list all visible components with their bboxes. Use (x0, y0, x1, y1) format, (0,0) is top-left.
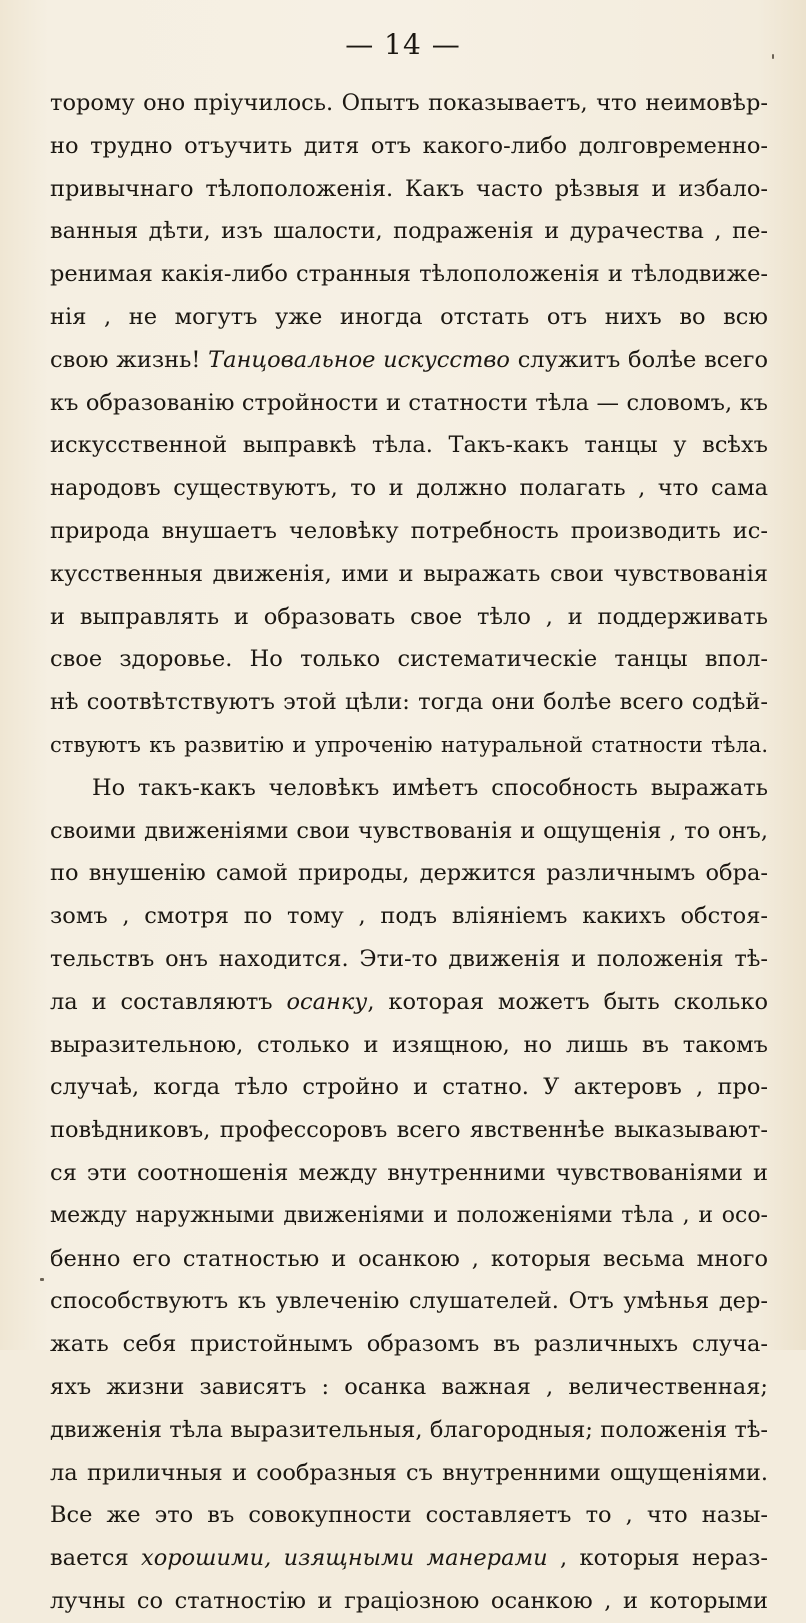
text-segment: своими движеніями свои чувствованія и ощущенія , то онъ, (50, 817, 768, 844)
text-line (50, 895, 768, 938)
text-segment: ся эти соотношенія между внутренними чувствованіями и (50, 1159, 768, 1186)
text-line (50, 1152, 768, 1195)
text-line (50, 596, 768, 639)
text-line (50, 510, 768, 553)
text-segment: ла и составляютъ (50, 988, 287, 1015)
text-line (50, 981, 768, 1024)
text-line (50, 1066, 768, 1109)
text-segment: и выправлять и образовать свое тѣло , и поддерживать (50, 603, 768, 630)
text-line (50, 253, 768, 296)
text-line (50, 168, 768, 211)
text-segment: Все же это въ совокупности составляетъ то , что назы- (50, 1502, 768, 1529)
text-segment: по внушенію самой природы, держится различнымъ обра- (50, 860, 768, 887)
text-segment: но трудно отъучить дитя отъ какого-либо долговременно- (50, 132, 768, 159)
text-segment: торому оно пріучилось. Опытъ показываетъ, что неимовѣр- (50, 90, 768, 116)
text-line (50, 553, 768, 596)
text-line (50, 1366, 768, 1409)
text-line (50, 296, 768, 339)
text-segment: выразительною, столько и изящною, но лишь въ такомъ (50, 1031, 768, 1058)
italic-phrase: Танцовальное искусство (208, 346, 510, 373)
text-line (50, 1195, 768, 1238)
text-segment: кусственныя движенія, ими и выражать свои чувствованія (50, 560, 768, 587)
text-segment: жать себя пристойнымъ образомъ въ различныхъ случа- (50, 1331, 768, 1358)
page-number: — 14 — (345, 28, 461, 61)
text-segment: бенно его статностью и осанкою , которыя весьма много (50, 1245, 768, 1272)
text-line (50, 1452, 768, 1495)
text-segment: между наружными движеніями и положеніями тѣла , и осо- (50, 1202, 768, 1228)
text-line (50, 82, 768, 125)
text-line (50, 1109, 768, 1152)
text-line (50, 638, 768, 681)
text-line (50, 1494, 768, 1537)
text-segment: повѣдниковъ, профессоровъ всего явственнѣе выказывают- (50, 1117, 768, 1144)
text-segment: народовъ существуютъ, то и должно полагать , что сама (50, 475, 768, 502)
text-line (50, 767, 768, 810)
text-segment: лучны со статностію и граціозною осанкою , и которыми (50, 1587, 768, 1614)
text-segment: , которая можетъ быть сколько (367, 988, 768, 1015)
text-segment: движенія тѣла выразительныя, благородныя; положенія тѣ- (50, 1416, 768, 1443)
text-line (50, 382, 768, 425)
text-segment: ванныя дѣти, изъ шалости, подраженія и дурачества , пе- (50, 218, 768, 245)
text-segment: вается (50, 1545, 141, 1572)
text-segment: тельствъ онъ находится. Эти-то движенія и положенія тѣ- (50, 945, 768, 972)
text-line (50, 1238, 768, 1281)
text-segment: свою жизнь! (50, 346, 209, 373)
text-segment: Но такъ-какъ человѣкъ имѣетъ способность выражать (92, 774, 768, 801)
text-line (50, 210, 768, 253)
text-line (50, 1323, 768, 1366)
text-line (50, 467, 768, 510)
text-line (50, 424, 768, 467)
italic-phrase: осанку (286, 988, 368, 1015)
italic-phrase: хорошими, изящными манерами (141, 1545, 548, 1572)
text-segment: случаѣ, когда тѣло стройно и статно. У актеровъ , про- (50, 1074, 768, 1101)
text-segment: нія , не могутъ уже иногда отстать отъ нихъ во всю (50, 303, 768, 330)
text-line (50, 1280, 768, 1323)
text-line (50, 1024, 768, 1067)
text-segment: способствуютъ къ увлеченію слушателей. Отъ умѣнья дер- (50, 1288, 768, 1315)
text-segment: ствуютъ къ развитію и упроченію натуральной статности тѣла. (50, 732, 768, 757)
text-segment: , которыя нераз- (547, 1545, 768, 1572)
text-segment: ла приличныя и сообразныя съ внутренними ощущеніями. (50, 1459, 768, 1486)
text-line (50, 852, 768, 895)
text-line (50, 681, 768, 724)
text-line (50, 339, 768, 382)
text-segment: яхъ жизни зависятъ : осанка важная , величественная; (50, 1373, 768, 1400)
text-segment: природа внушаетъ человѣку потребность производить ис- (50, 517, 768, 544)
text-line (50, 1409, 768, 1452)
text-segment: привычнаго тѣлоположенія. Какъ часто рѣзвыя и избало- (50, 175, 768, 202)
text-segment: служитъ болѣе всего (509, 346, 768, 373)
text-line (50, 938, 768, 981)
text-segment: къ образованію стройности и статности тѣла — словомъ, къ (50, 389, 768, 416)
text-segment: нѣ соотвѣтствуютъ этой цѣли: тогда они болѣе всего содѣй- (50, 689, 768, 716)
print-speck (40, 1278, 44, 1281)
text-line (50, 724, 768, 767)
text-line (50, 1580, 768, 1623)
print-speck (772, 54, 774, 59)
body-text (50, 82, 768, 1623)
text-line (50, 1537, 768, 1580)
text-segment: искусственной выправкѣ тѣла. Такъ-какъ танцы у всѣхъ (50, 432, 768, 459)
text-segment: ренимая какія-либо странныя тѣлоположенія и тѣлодвиже- (50, 261, 768, 288)
text-segment: свое здоровье. Но только систематическіе танцы впол- (50, 646, 768, 673)
text-line (50, 125, 768, 168)
text-segment: зомъ , смотря по тому , подъ вліяніемъ какихъ обстоя- (50, 903, 768, 930)
text-line (50, 810, 768, 853)
